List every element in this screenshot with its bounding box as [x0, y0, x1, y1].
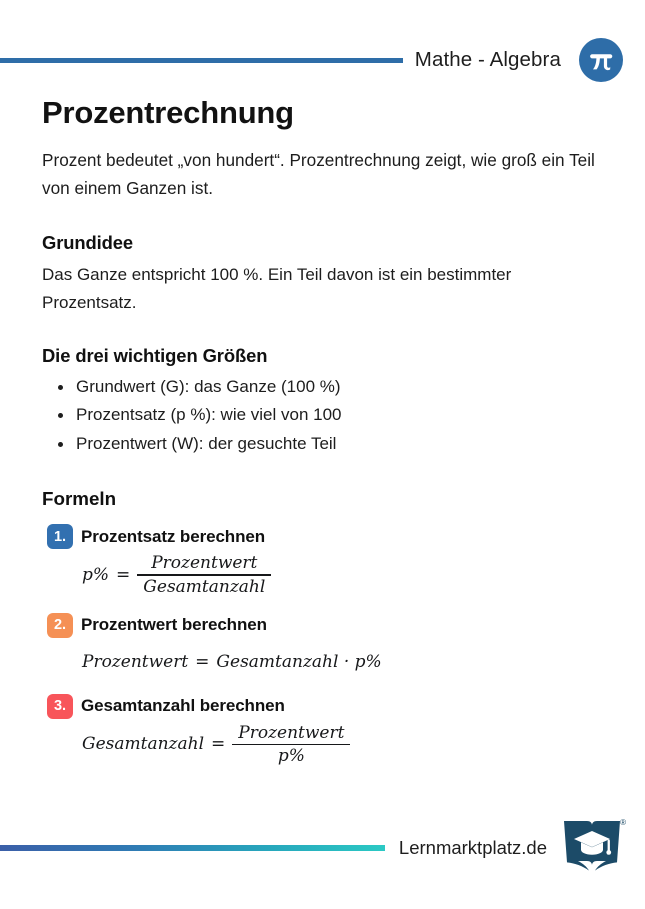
intro-paragraph: Prozent bedeutet „von hundert“. Prozentrechnung zeigt, wie groß ein Teil von einem Ganzen ist. [42, 149, 595, 198]
page-footer [0, 817, 645, 879]
fraction-denominator-1: Gesamtanzahl [143, 576, 266, 597]
section-heading-groessen: Die drei wichtigen Größen [42, 344, 268, 366]
formula-header-3 [42, 694, 608, 719]
formula-header-1 [42, 524, 608, 549]
formula-operator-1: = [116, 564, 131, 585]
formula-header-2 [42, 613, 608, 638]
groessen-list [42, 374, 608, 459]
formula-lhs-3: Gesamtanzahl [82, 734, 205, 755]
formula-number-badge-3: 3. [47, 694, 73, 719]
page-title: Prozentrechnung [42, 95, 294, 130]
footer-gradient-rule [0, 845, 385, 851]
formula-title-3: Gesamtanzahl berechnen [81, 696, 285, 716]
formula-expression-3 [42, 723, 608, 766]
formula-block-3 [42, 694, 608, 766]
formula-lhs-2: Prozentwert [82, 651, 189, 672]
pi-icon [579, 38, 623, 82]
fraction-numerator-1: Prozentwert [151, 553, 258, 574]
brand-label: Lernmarktplatz.de [398, 837, 547, 858]
list-item: Prozentsatz (p %): wie viel von 100 [42, 402, 608, 429]
page-header [0, 30, 645, 90]
formula-fraction-3 [232, 723, 350, 766]
section-heading-formeln: Formeln [42, 488, 117, 510]
fraction-denominator-3: p% [277, 746, 305, 766]
header-rule [0, 58, 403, 63]
registered-trademark-mark: ® [620, 818, 626, 827]
formula-lhs-1: p% [82, 564, 110, 585]
formula-block-1 [42, 524, 608, 596]
formula-number-badge-2: 2. [47, 613, 73, 638]
formula-operator-3: = [211, 734, 226, 755]
formula-expression-1 [42, 553, 608, 596]
formula-title-1: Prozentsatz berechnen [81, 526, 266, 546]
section-body-grundidee: Das Ganze entspricht 100 %. Ein Teil davon ist ein bestimmter Prozentsatz. [42, 265, 512, 312]
fraction-numerator-3: Prozentwert [238, 722, 345, 743]
formula-fraction-1 [137, 553, 271, 596]
formula-expression-2 [42, 642, 608, 682]
worksheet-content [42, 96, 608, 778]
book-graduation-cap-icon [561, 818, 626, 877]
formula-operator-2: = [195, 651, 210, 672]
list-item: Grundwert (G): das Ganze (100 %) [42, 374, 608, 401]
formula-block-2 [42, 613, 608, 682]
subject-label: Mathe - Algebra [414, 48, 561, 71]
formula-title-2: Prozentwert berechnen [81, 615, 267, 635]
list-item: Prozentwert (W): der gesuchte Teil [42, 431, 608, 458]
formula-number-badge-1: 1. [47, 524, 73, 549]
formula-rhs-2: Gesamtanzahl · p% [216, 651, 382, 672]
section-heading-grundidee: Grundidee [42, 232, 134, 254]
